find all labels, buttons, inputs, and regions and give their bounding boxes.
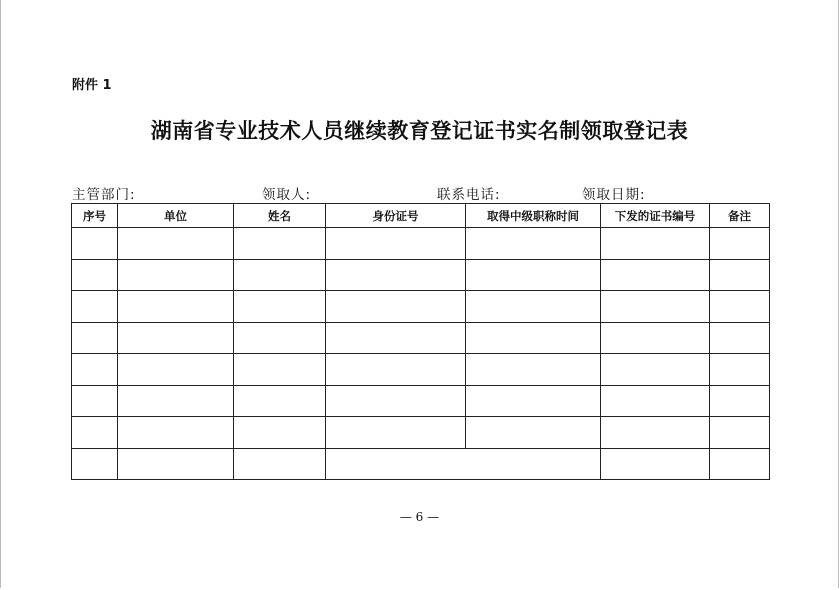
col-header-serial: 序号	[72, 204, 118, 228]
table-row	[72, 417, 770, 449]
table-cell[interactable]	[466, 385, 601, 417]
table-cell[interactable]	[118, 322, 234, 354]
table-row	[72, 385, 770, 417]
table-cell[interactable]	[234, 259, 326, 291]
table-cell[interactable]	[234, 354, 326, 386]
table-cell[interactable]	[118, 417, 234, 449]
phone-label: 联系电话:	[437, 187, 501, 203]
table-cell[interactable]	[710, 291, 770, 323]
table-cell[interactable]	[601, 228, 710, 260]
table-cell[interactable]	[118, 385, 234, 417]
table-cell[interactable]	[72, 385, 118, 417]
table-cell[interactable]	[466, 291, 601, 323]
table-cell[interactable]	[710, 354, 770, 386]
page-number: — 6 —	[399, 510, 440, 524]
col-header-remarks: 备注	[710, 204, 770, 228]
table-cell[interactable]	[72, 417, 118, 449]
table-cell[interactable]	[72, 291, 118, 323]
table-cell[interactable]	[234, 448, 326, 480]
table-row	[72, 228, 770, 260]
department-label: 主管部门:	[72, 187, 136, 203]
table-cell[interactable]	[118, 259, 234, 291]
table-header-row	[72, 204, 770, 228]
table-cell[interactable]	[326, 354, 466, 386]
table-cell[interactable]	[72, 448, 118, 480]
table-cell[interactable]	[466, 228, 601, 260]
form-meta-row	[72, 183, 772, 201]
table-cell[interactable]	[710, 322, 770, 354]
table-cell[interactable]	[234, 322, 326, 354]
table-row	[72, 259, 770, 291]
table-cell[interactable]	[118, 448, 234, 480]
table-cell[interactable]	[601, 354, 710, 386]
table-cell[interactable]	[326, 291, 466, 323]
table-cell[interactable]	[326, 385, 466, 417]
table-cell[interactable]	[466, 354, 601, 386]
table-cell[interactable]	[72, 354, 118, 386]
table-cell[interactable]	[601, 448, 710, 480]
table-cell[interactable]	[118, 228, 234, 260]
table-cell[interactable]	[72, 228, 118, 260]
table-cell[interactable]	[601, 291, 710, 323]
table-cell[interactable]	[710, 259, 770, 291]
col-header-unit: 单位	[118, 204, 234, 228]
page-title: 湖南省专业技术人员继续教育登记证书实名制领取登记表	[150, 118, 689, 143]
table-cell[interactable]	[466, 417, 601, 449]
table-cell[interactable]	[118, 291, 234, 323]
table-cell[interactable]	[326, 417, 466, 449]
table-cell[interactable]	[601, 385, 710, 417]
table-row	[72, 322, 770, 354]
table-cell[interactable]	[466, 259, 601, 291]
table-cell[interactable]	[234, 228, 326, 260]
table-cell[interactable]	[326, 322, 466, 354]
table-row	[72, 354, 770, 386]
col-header-certificate-number: 下发的证书编号	[601, 204, 710, 228]
registration-table	[71, 203, 770, 480]
table-cell[interactable]	[710, 448, 770, 480]
table-cell[interactable]	[118, 354, 234, 386]
table-cell[interactable]	[601, 417, 710, 449]
attachment-label: 附件 1	[72, 78, 112, 93]
col-header-title-date: 取得中级职称时间	[466, 204, 601, 228]
table-cell[interactable]	[72, 259, 118, 291]
table-cell[interactable]	[601, 259, 710, 291]
table-cell[interactable]	[234, 385, 326, 417]
table-cell[interactable]	[234, 291, 326, 323]
receiver-label: 领取人:	[262, 187, 312, 203]
table-cell[interactable]	[710, 228, 770, 260]
table-cell[interactable]	[710, 417, 770, 449]
table-cell[interactable]	[601, 322, 710, 354]
table-cell[interactable]	[72, 322, 118, 354]
table-cell[interactable]	[326, 259, 466, 291]
table-cell[interactable]	[234, 417, 326, 449]
table-cell-merged[interactable]	[326, 448, 601, 480]
col-header-id-number: 身份证号	[326, 204, 466, 228]
table-cell[interactable]	[710, 385, 770, 417]
table-cell[interactable]	[466, 322, 601, 354]
table-row	[72, 291, 770, 323]
col-header-name: 姓名	[234, 204, 326, 228]
table-row	[72, 448, 770, 480]
date-label: 领取日期:	[582, 187, 646, 203]
table-cell[interactable]	[326, 228, 466, 260]
